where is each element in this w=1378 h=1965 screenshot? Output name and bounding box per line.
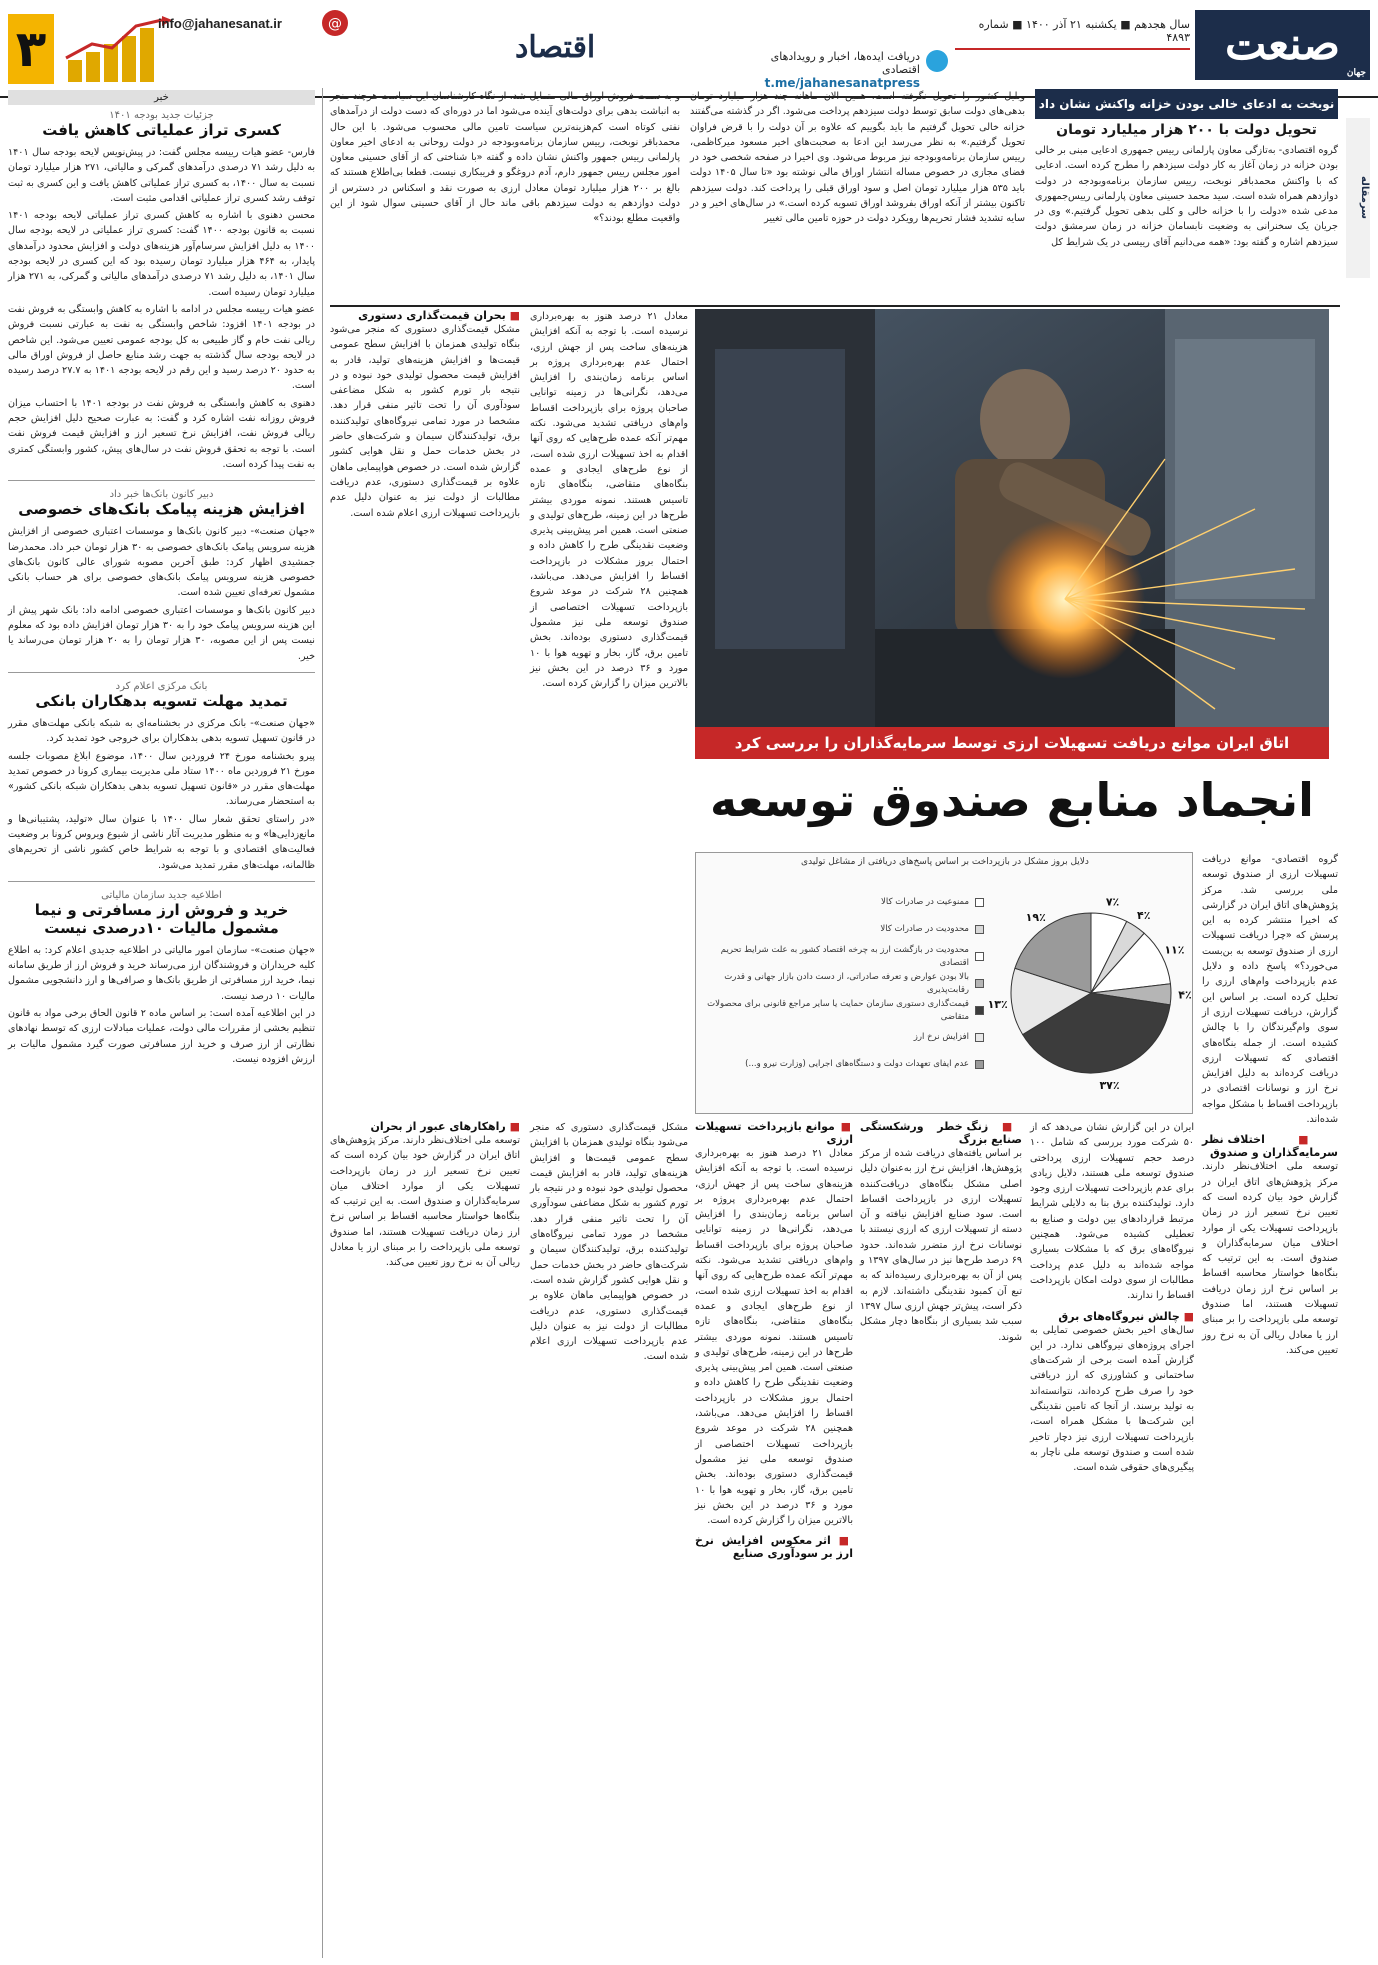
legend-label: قیمت‌گذاری دستوری سازمان حمایت یا سایر مراجع قانونی برای محصولات متقاضی [707, 998, 969, 1022]
subhead-solutions: ■ راهکارهای عبور از بحران [330, 1120, 520, 1133]
pie-slice-label: ۴٪ [1178, 988, 1192, 1002]
pie-slice-label: ۱۳٪ [987, 997, 1008, 1011]
telegram-promo[interactable] [760, 50, 920, 90]
legend-label: محدودیت در صادرات کالا [880, 924, 969, 934]
legend-label: محدودیت در بازگشت ارز به چرخه اقتصاد کشور به علت شرایط تحریم اقتصادی [720, 944, 969, 968]
lower-column-2 [860, 1120, 1022, 1957]
story2-para: «جهان صنعت»- دبیر کانون بانک‌ها و موسسات اعتباری خصوصی از افزایش هزینه سرویس پیامک بانک‌های خصوصی به ۳۰ هزار تومان خبر داد. محمدرضا جمشیدی اظهار کرد: طبق آخرین مصوبه شورای عالی کانون بانک‌های خصوصی هزینه سرویس پیامک بانک‌های خصوصی برای هر حساب بانکی مشمول تعرفه‌ای تعیین شده است. [8, 526, 315, 599]
issue-line: سال هجدهم ■ یکشنبه ۲۱ آذر ۱۴۰۰ ■ شماره ۴۸۹۳ [978, 18, 1190, 44]
column-divider [322, 88, 323, 1958]
story2-kicker: دبیر کانون بانک‌ها خبر داد [109, 489, 214, 501]
legend-label: ممنوعیت در صادرات کالا [881, 897, 969, 907]
story4-para: در این اطلاعیه آمده است: بر اساس ماده ۲ قانون الحاق برخی مواد به قانون تنظیم بخشی از مقررات مالی دولت، عملیات مبادلات ارزی که توسط نهادهای نظارتی از ارز صرف و خرید ارز مسافرتی صورت گیرد مشمول مالیات بر ارزش افزوده نیست. [8, 1008, 316, 1065]
story3-para: پیرو بخشنامه مورخ ۲۴ فروردین سال ۱۴۰۰، موضوع ابلاغ مصوبات جلسه مورخ ۲۱ فروردین ماه ۱۴۰۰ ستاد ملی مدیریت بیماری کرونا در خصوص تمدید مهلت‌های مقرر در «قانون تسهیل تسویه بدهی بدهکاران شبکه بانکی کشور» به استحضار می‌رساند. [8, 750, 315, 808]
subhead-power: ■ چالش نیروگاه‌های برق [1030, 1310, 1194, 1323]
welder-photo [695, 309, 1329, 727]
telegram-icon [926, 50, 948, 72]
pie-svg [987, 875, 1192, 1105]
main-body4: ایران در این گزارش نشان می‌دهد که از ۵۰ شرکت مورد بررسی که شامل ۱۰۰ درصد حجم تسهیلات ارزی پرداختی صندوق توسعه ملی هستند، دلایل زیادی برای عدم بازپرداخت تسهیلات ارزی وجود دارد. تولیدکننده برق بنا به دلایلی شرایط مرتبط قراردادهای بین دولت و صنایع به تعطیلی کشیده می‌شود. همچنین نیروگاه‌های برق که با مشکلات بسیاری مواجه شده‌اند به دلیل عدم پرداخت مطالبات از سوی دولت امکان بازپرداخت اقساط را ندارند. [1030, 1122, 1194, 1302]
story3-para: «در راستای تحقق شعار سال ۱۴۰۰ با عنوان سال «تولید، پشتیبانی‌ها و مانع‌زدایی‌ها» و به منظور مدیریت آثار ناشی از شیوع ویروس کرونا بر وضعیت فعالیت‌های اقتصادی و با توجه به شرایط خاص کشور ناشی از تحریم‌های ظالمانه، مهلت‌های مقرر تمدید می‌شود. [8, 813, 315, 871]
left-column-tag: خبر [8, 90, 315, 105]
section-title: اقتصاد [515, 30, 596, 65]
main-headline[interactable]: انجماد منابع صندوق توسعه [710, 773, 1314, 827]
main-body-column-a [530, 309, 688, 1109]
subhead-repayment: ■ موانع بازپرداخت تسهیلات ارزی [695, 1120, 853, 1146]
left-column [8, 110, 315, 1955]
subhead-bankruptcy: ■ زنگ خطر ورشکستگی صنایع بزرگ [860, 1120, 1022, 1146]
mail-icon [320, 8, 350, 38]
pie-slice-label: ۱۱٪ [1164, 943, 1185, 957]
legend-item [704, 1024, 984, 1051]
legend-swatch [975, 952, 984, 961]
story2-headline[interactable]: افزایش هزینه پیامک بانک‌های خصوصی [18, 500, 305, 519]
logo-text: صنعت [1224, 19, 1341, 70]
subhead-disagreement: ■ اختلاف نظر سرمایه‌گذاران و صندوق [1202, 1133, 1338, 1159]
page-number: ۳ [8, 14, 54, 84]
story4-para: «جهان صنعت»- سازمان امور مالیاتی در اطلاعیه جدیدی اعلام کرد: به اطلاع کلیه خریداران و فروشندگان ارز می‌رساند خرید و فروش ارز از طریق سامانه نیما، خرید ارز مسافرتی از طریق بانک‌ها و صرافی‌ها و ارز دانشجویی مشمول مالیات ۱۰ درصد نیست. [8, 944, 315, 1002]
story1-kicker: جزئیات جدید بودجه ۱۴۰۱ [109, 110, 214, 121]
main-body-column-b [330, 309, 520, 1109]
subhead-pricing: ■ بحران قیمت‌گذاری دستوری [330, 309, 520, 322]
main-body5: سال‌های اخیر بخش خصوصی تمایلی به اجرای پروژه‌های نیروگاهی ندارد. در این گزارش آمده است برخی از شرکت‌های ساختمانی و کشاورزی که ارز دریافتی خود را صرف طرح کرده‌اند، نتوانسته‌اند به تولید برسند. از آنجا که تامین نقدینگی این شرکت‌ها با مشکل همراه است، بازپرداخت تسهیلات ارزی نیز دچار تاخیر شده است و صندوق توسعه ملی ناچار به پیگیری‌های حقوقی شده است. [1030, 1324, 1194, 1474]
pie-chart [695, 852, 1193, 1114]
photo-caption: اتاق ایران موانع دریافت تسهیلات ارزی توسط سرمایه‌گذاران را بررسی کرد [695, 727, 1329, 759]
masthead [0, 0, 1378, 98]
legend-label: عدم ایفای تعهدات دولت و دستگاه‌های اجرایی (وزارت نیرو و...) [745, 1059, 969, 1069]
legend-label: بالا بودن عوارض و تعرفه صادراتی، از دست دادن بازار جهانی و قدرت رقابت‌پذیری [724, 971, 969, 995]
legend-swatch [975, 1006, 984, 1015]
top-box-title[interactable]: تحویل دولت با ۲۰۰ هزار میلیارد تومان [1056, 122, 1317, 138]
main-body6: توسعه ملی اختلاف‌نظر دارند. مرکز پژوهش‌های اتاق ایران در گزارش خود بیان کرده است که تعیین نرخ تسعیر ارز در زمان بازپرداخت تسهیلات یکی از موارد اختلاف میان سرمایه‌گذاران و صندوق است. به این ترتیب که بنگاه‌ها خواستار محاسبه اقساط بر اساس نرخ ارز زمان دریافت تسهیلات هستند، اما صندوق توسعه ملی بازپرداخت را بر مبنای ارز یا معادل ریالی آن به نرخ روز تعیین می‌کند. [1202, 1161, 1338, 1356]
legend-swatch [975, 979, 984, 988]
story4-headline[interactable]: خرید و فروش ارز مسافرتی و نیما مشمول مالیات ۱۰درصدی نیست [34, 900, 289, 937]
divider [8, 480, 315, 481]
legend-item [704, 1051, 984, 1078]
legend-swatch [975, 925, 984, 934]
divider [8, 672, 315, 673]
chart-title: دلایل بروز مشکل در بازپرداخت بر اساس پاسخ‌های دریافتی از مشاغل تولیدی [801, 857, 1089, 867]
main-body-cont: معادل ۲۱ درصد هنوز به بهره‌برداری نرسیده است. با توجه به آنکه افزایش هزینه‌های ساخت پس از جهش ارزی، احتمال عدم بهره‌برداری پروژه بر اساس برنامه زمان‌بندی را افزایش می‌دهد، نگرانی‌ها در زمینه توانایی صاحبان پروژه برای بازپرداخت اقساط وام‌های دریافتی تشدید می‌شود. نکته مهم‌تر آنکه عمده طرح‌هایی که روی آنها اقدام به اخذ تسهیلات ارزی شده است، از نوع طرح‌های ایجادی و عمده بنگاه‌های متقاضی، بنگاه‌های تازه تاسیس هستند. نمونه موردی بیشتر طرح‌ها در این زمینه، طرح‌های تولیدی و صنعتی است. همین امر پیش‌بینی پذیری وضعیت نقدینگی طرح را کاهش داده و احتمال بروز مشکلات در بازپرداخت اقساط را افزایش می‌دهد. می‌باشد، همچنین ۲۸ شرکت در موعد شروع بازپرداخت تسهیلات اختصاصی از صندوق توسعه ملی نیز مشمول قیمت‌گذاری دستوری بوده‌اند. بخش تامین برق، گاز، بخار و تهویه هوا با ۱۰ مورد و ۳۶ درصد در این بخش نیز بالاترین میزان را گزارش کرده است. [695, 1148, 853, 1527]
pie-slice-label: ۱۹٪ [1025, 910, 1046, 924]
main-body2-cont: مشکل قیمت‌گذاری دستوری که منجر می‌شود بنگاه تولیدی همزمان با افزایش سطح عمومی قیمت‌ها و افزایش هزینه‌های تولید، قادر به افزایش قیمت محصول تولیدی خود نبوده و در نتیجه بار تورم کشور به شکل مضاعفی سودآوری آن را تحت تاثیر منفی قرار دهد. مشخصا در مورد تمامی نیروگاه‌های تولیدکننده برق، تولیدکنندگان سیمان و شرکت‌های حاضر در بخش خدمات حمل و نقل هوایی کشور گزارش شده است. در خصوص هواپیمایی ماهان علاوه بر قیمت‌گذاری دستوری، عدم دریافت مطالبات از دولت نیز به عنوان دلیل عدم بازپرداخت تسهیلات ارزی اعلام شده است. [530, 1122, 688, 1363]
story4-kicker: اطلاعیه جدید سازمان مالیاتی [101, 889, 222, 901]
top-box-col3: و به سمت فروش اوراق مالی متمایل شد. از نگاه کارشناسان این سیاست هرچند منجر به انباشت بدهی برای دولت‌های آینده می‌شود اما در دوره‌ای که دست دولت از درآمدهای نفتی کوتاه است کم‌هزینه‌ترین سیاست تامین مالی محسوب می‌شود. با این حال محمدباقر نوبخت، رییس سازمان برنامه‌وبودجه در دولت روحانی به ادعای اخیر معاون پارلمانی رییس جمهور واکنش نشان داده و گفته «با شناختی که از آقای حسینی معاون امور مجلس رییس جمهور دارم، آدم دروغگو و فریبکاری نیست. قطعا بی‌اطلاع هستند که بالغ بر ۲۰۰ هزار میلیارد تومان معادل ارزی به صورت نقد و اسکناس در دسترس از دولت دوازدهم به دولت سیزدهم باقی ماند حال از آقای حسینی سوال شود از این واقعیت مطلع بودند؟» [330, 91, 680, 225]
pie-slice-label: ۷٪ [1105, 895, 1120, 909]
subhead-fx-effect: ■ اثر معکوس افزایش نرخ ارز بر سودآوری صنایع [695, 1534, 853, 1560]
legend-item [704, 970, 984, 997]
lower-column-1 [1030, 1120, 1194, 1957]
main-body2: مشکل قیمت‌گذاری دستوری که منجر می‌شود بنگاه تولیدی همزمان با افزایش سطح عمومی قیمت‌ها و افزایش هزینه‌های تولید، قادر به افزایش قیمت محصول تولیدی خود نبوده و در نتیجه بار تورم کشور به شکل مضاعفی سودآوری آن را تحت تاثیر منفی قرار دهد. مشخصا در مورد تمامی نیروگاه‌های تولیدکننده برق، تولیدکنندگان سیمان و شرکت‌های حاضر در بخش خدمات حمل و نقل هوایی کشور گزارش شده است. در خصوص هواپیمایی ماهان علاوه بر قیمت‌گذاری دستوری، عدم دریافت مطالبات از دولت نیز به عنوان دلیل عدم بازپرداخت تسهیلات ارزی اعلام شده است. [330, 324, 520, 519]
story3-headline[interactable]: تمدید مهلت تسویه بدهکاران بانکی [35, 691, 288, 710]
top-box-tag: سرمقاله [1346, 118, 1370, 278]
contact-email[interactable]: info@jahanesanat.ir [158, 16, 282, 31]
story1-para: فارس- عضو هیات رییسه مجلس گفت: در پیش‌نویس لایحه بودجه سال ۱۴۰۱ به دلیل رشد ۷۱ درصدی درآمدهای گمرکی و مالیاتی، ۲۷۱ هزار میلیارد تومان نسبت به سال ۱۴۰۰، به کسری تراز عملیاتی کاهش یافت و این کسری به ثبت توقف رشد کسری تراز عملیاتی اقدامی مثبت است. [8, 147, 316, 204]
legend-item [704, 943, 984, 970]
newspaper-logo[interactable] [1195, 10, 1370, 80]
welder-photo-art [695, 309, 1329, 727]
story1-para: دهنوی به کاهش وابستگی به فروش نفت در بودجه ۱۴۰۱ با احتساب میزان فروش روزانه نفت اشاره کرد و گفت: به عبارت صحیح دلیل افزایش حجم ریالی فروش نفت، افزایش نرخ تسعیر ارز و افزایش قیمت فروش نفت است. با توجه به تحقق فروش نفت در سال‌های پیش، کشور وابستگی کمتری به نفت پیدا کرده است. [8, 397, 315, 470]
story3-para: «جهان صنعت»- بانک مرکزی در بخشنامه‌ای به شبکه بانکی مهلت‌های مقرر در قانون تسهیل تسویه بدهی بدهکاران برای خروجی خود تمدید کرد. [8, 717, 315, 745]
story1-headline[interactable]: کسری تراز عملیاتی کاهش یافت [42, 121, 281, 139]
lower-column-3 [695, 1120, 853, 1957]
main-body3: بر اساس یافته‌های دریافت شده از مرکز پژوهش‌ها، افزایش نرخ ارز به‌عنوان دلیل اصلی مشکل بنگاه‌های دریافت‌کننده تسهیلات ارزی در بازپرداخت اقساط است. سود صنایع افزایش نیافته و آن دسته از تسهیلات ارزی که ارزی نیستند با نوسانات نرخ ارز متضرر شده‌اند. حدود ۶۹ درصد طرح‌ها نیز در سال‌های ۱۳۹۷ و پس از آن به بهره‌برداری رسیده‌اند که به تبع آن کمبود نقدینگی داشته‌اند. لازم به ذکر است، پیش‌تر جهش ارزی سال ۱۳۹۷ سبب شد بسیاری از بنگاه‌ها دچار مشکل شوند. [860, 1148, 1022, 1343]
lower-column-4 [530, 1120, 688, 1957]
main-lead: گروه اقتصادی- موانع دریافت تسهیلات ارزی از صندوق توسعه ملی بررسی شد. مرکز پژوهش‌های اتاق ایران در گزارشی که اخیرا منتشر کرده به این پرسش که «چرا دریافت تسهیلات ارزی از صندوق توسعه به بن‌بست می‌خورد؟» پاسخ داده و دلایل عدم بازپرداخت وام‌های ارزی را تحلیل کرده است. بر اساس این گزارش، دریافت تسهیلات ارزی از سوی وام‌گیرندگان را با چالش کشیده است. از جمله بنگاه‌های اقتصادی که تسهیلات ارزی دریافت کرده‌اند به دلیل افزایش نرخ ارز و نوسانات اقتصادی در بازپرداخت اقساط با مشکل مواجه شده‌اند. [1202, 854, 1338, 1126]
legend-swatch [975, 1033, 984, 1042]
story3-kicker: بانک مرکزی اعلام کرد [115, 680, 208, 692]
legend-swatch [975, 898, 984, 907]
main-body6-cont: توسعه ملی اختلاف‌نظر دارند. مرکز پژوهش‌های اتاق ایران در گزارش خود بیان کرده است که تعیین نرخ تسعیر ارز در زمان بازپرداخت تسهیلات یکی از موارد اختلاف میان سرمایه‌گذاران و صندوق است. به این ترتیب که بنگاه‌ها خواستار محاسبه اقساط بر اساس نرخ ارز زمان دریافت تسهیلات هستند، اما صندوق توسعه ملی بازپرداخت را بر مبنای ارز یا معادل ریالی آن به نرخ روز تعیین می‌کند. [330, 1135, 520, 1269]
pie-slice-label: ۴٪ [1136, 909, 1151, 923]
top-box-col1: گروه اقتصادی- به‌تازگی معاون پارلمانی رییس جمهوری ادعایی مبنی بر خالی بودن خزانه در زمان آغاز به کار دولت سیزدهم را مطرح کرده است. ادعایی که با واکنش محمدباقر نوبخت، رییس سازمان برنامه‌وبودجه در دولت دوازدهم همراه شده است. سید محمد حسینی معاون پارلمانی رییس‌جمهوری مدعی شده «دولت را با خزانه خالی و کلی بدهی تحویل گرفتیم.» وی در جریان یک سخنرانی به وضعیت نابسامان خزانه در زمان سرمشق دولت سیزدهم اشاره و گفته بود: «همه می‌دانیم آقای رییسی در یک شرایط کل [1035, 145, 1338, 248]
logo-sub: جهان [1346, 68, 1366, 78]
pie-slice-label: ۳۷٪ [1099, 1079, 1120, 1093]
issue-info [955, 18, 1190, 50]
top-box-col2: وبلیل کشور را تحویل نگرفته است. همین الان ماهانه چند هزار میلیارد تومان بدهی‌های دولت سابق توسط دولت سیزدهم پرداخت می‌شود. اگر در گذشته می‌گفتند خزانه خالی تحویل گرفتیم ما باید بگوییم که علاوه بر آن دولت را با قرض فراوان تحویل گرفتیم.» به نظر می‌رسد این ادعا به صحبت‌های اخیر مسعود میرکاظمی، رییس سازمان برنامه‌وبودجه نیز مربوط می‌شود. وی اخیرا در صفحه شخصی خود در فضای مجازی در خصوص مساله انتشار اوراق مالی نوشته بود «تا سال ۱۴۰۵ دولت باید ۵۳۵ هزار میلیارد تومان اصل و سود اوراق قبلی را پرداخت کند. دولت سیزدهم تاکنون بیشتر از آنکه اوراق بفروشد اوراق تسویه کرده است.» در سال‌های اخیر و در سایه تشدید فشار تحریم‌ها رویکرد دولت در حوزه تامین مالی تغییر [690, 91, 1025, 225]
lower-column-5 [330, 1120, 520, 1957]
main-body: معادل ۲۱ درصد هنوز به بهره‌برداری نرسیده است. با توجه به آنکه افزایش هزینه‌های ساخت پس از جهش ارزی، احتمال عدم بهره‌برداری پروژه بر اساس برنامه زمان‌بندی را افزایش می‌دهد، نگرانی‌ها در زمینه توانایی صاحبان پروژه برای بازپرداخت اقساط وام‌های دریافتی تشدید می‌شود. نکته مهم‌تر آنکه عمده طرح‌هایی که روی آنها اقدام به اخذ تسهیلات ارزی شده است، از نوع طرح‌های ایجادی و عمده بنگاه‌های متقاضی، بنگاه‌های تازه تاسیس هستند. نمونه موردی بیشتر طرح‌ها در این زمینه، طرح‌های تولیدی و صنعتی است. همین امر پیش‌بینی پذیری وضعیت نقدینگی طرح را کاهش داده و احتمال بروز مشکلات در بازپرداخت اقساط را افزایش می‌دهد. می‌باشد، همچنین ۲۸ شرکت در موعد شروع بازپرداخت تسهیلات اختصاصی از صندوق توسعه ملی نیز مشمول قیمت‌گذاری دستوری بوده‌اند. بخش تامین برق، گاز، بخار و تهویه هوا با ۱۰ مورد و ۳۶ درصد در این بخش نیز بالاترین میزان را گزارش کرده است. [530, 311, 688, 690]
legend-item [704, 916, 984, 943]
top-box-bottom-rule [330, 305, 1340, 307]
svg-text:@: @ [328, 16, 342, 32]
legend-item [704, 889, 984, 916]
story2-para: دبیر کانون بانک‌ها و موسسات اعتباری خصوصی ادامه داد: بانک شهر پیش از این هزینه سرویس پیامک خود را به ۳۰ هزار تومان افزایش داده بود که معلوم نیست پس از این مصوبه، ۳۰ هزار تومان را به ۲۰ هزار تومان می‌رساند یا خیر. [8, 604, 315, 662]
story1-para: عضو هیات رییسه مجلس در ادامه با اشاره به کاهش وابستگی به فروش نفت در بودجه ۱۴۰۱ افزود: شاخص وابستگی به نفت به عبارتی نسبت فروش ریالی نفت خام و گاز طبیعی به کل بودجه عمومی تعیین می‌شود. این شاخص در لایحه بودجه سال گذشته به جهت رشد منابع حاصل از فروش اوراق مالی به حدود ۲۰ درصد رسید و این رقم در لایحه بودجه ۱۴۰۱ به ۲۷.۷ درصد رسیده است. [8, 303, 315, 392]
legend-label: افزایش نرخ ارز [913, 1032, 969, 1042]
legend-swatch [975, 1060, 984, 1069]
story1-para: محسن دهنوی با اشاره به کاهش کسری تراز عملیاتی لایحه بودجه ۱۴۰۱ نسبت به قانون بودجه ۱۴۰۰ گفت: کسری تراز عملیاتی در لایحه بودجه سال ۱۴۰۰ به دلیل افزایش سرسام‌آور هزینه‌های دولت و افزایش محدود درآمدهای پایدار، به ۴۶۴ هزار میلیارد تومان رسیده بود که این کسری در لایحه بودجه سال ۱۴۰۱، به دلیل رشد ۷۱ درصدی درآمدهای مالیاتی و گمرکی، به ۲۷۱ هزار میلیارد تومان رسیده است. [8, 210, 316, 298]
divider [8, 881, 315, 882]
top-box-header: نوبخت به ادعای خالی بودن خزانه واکنش نشان داد [1035, 89, 1338, 119]
telegram-caption: دریافت ایده‌ها، اخبار و رویدادهای اقتصادی [770, 50, 920, 76]
telegram-handle[interactable]: t.me/jahanesanatpress [764, 76, 920, 90]
legend-item [704, 997, 984, 1024]
main-lead-column [1202, 852, 1338, 1957]
chart-legend [704, 889, 984, 1078]
